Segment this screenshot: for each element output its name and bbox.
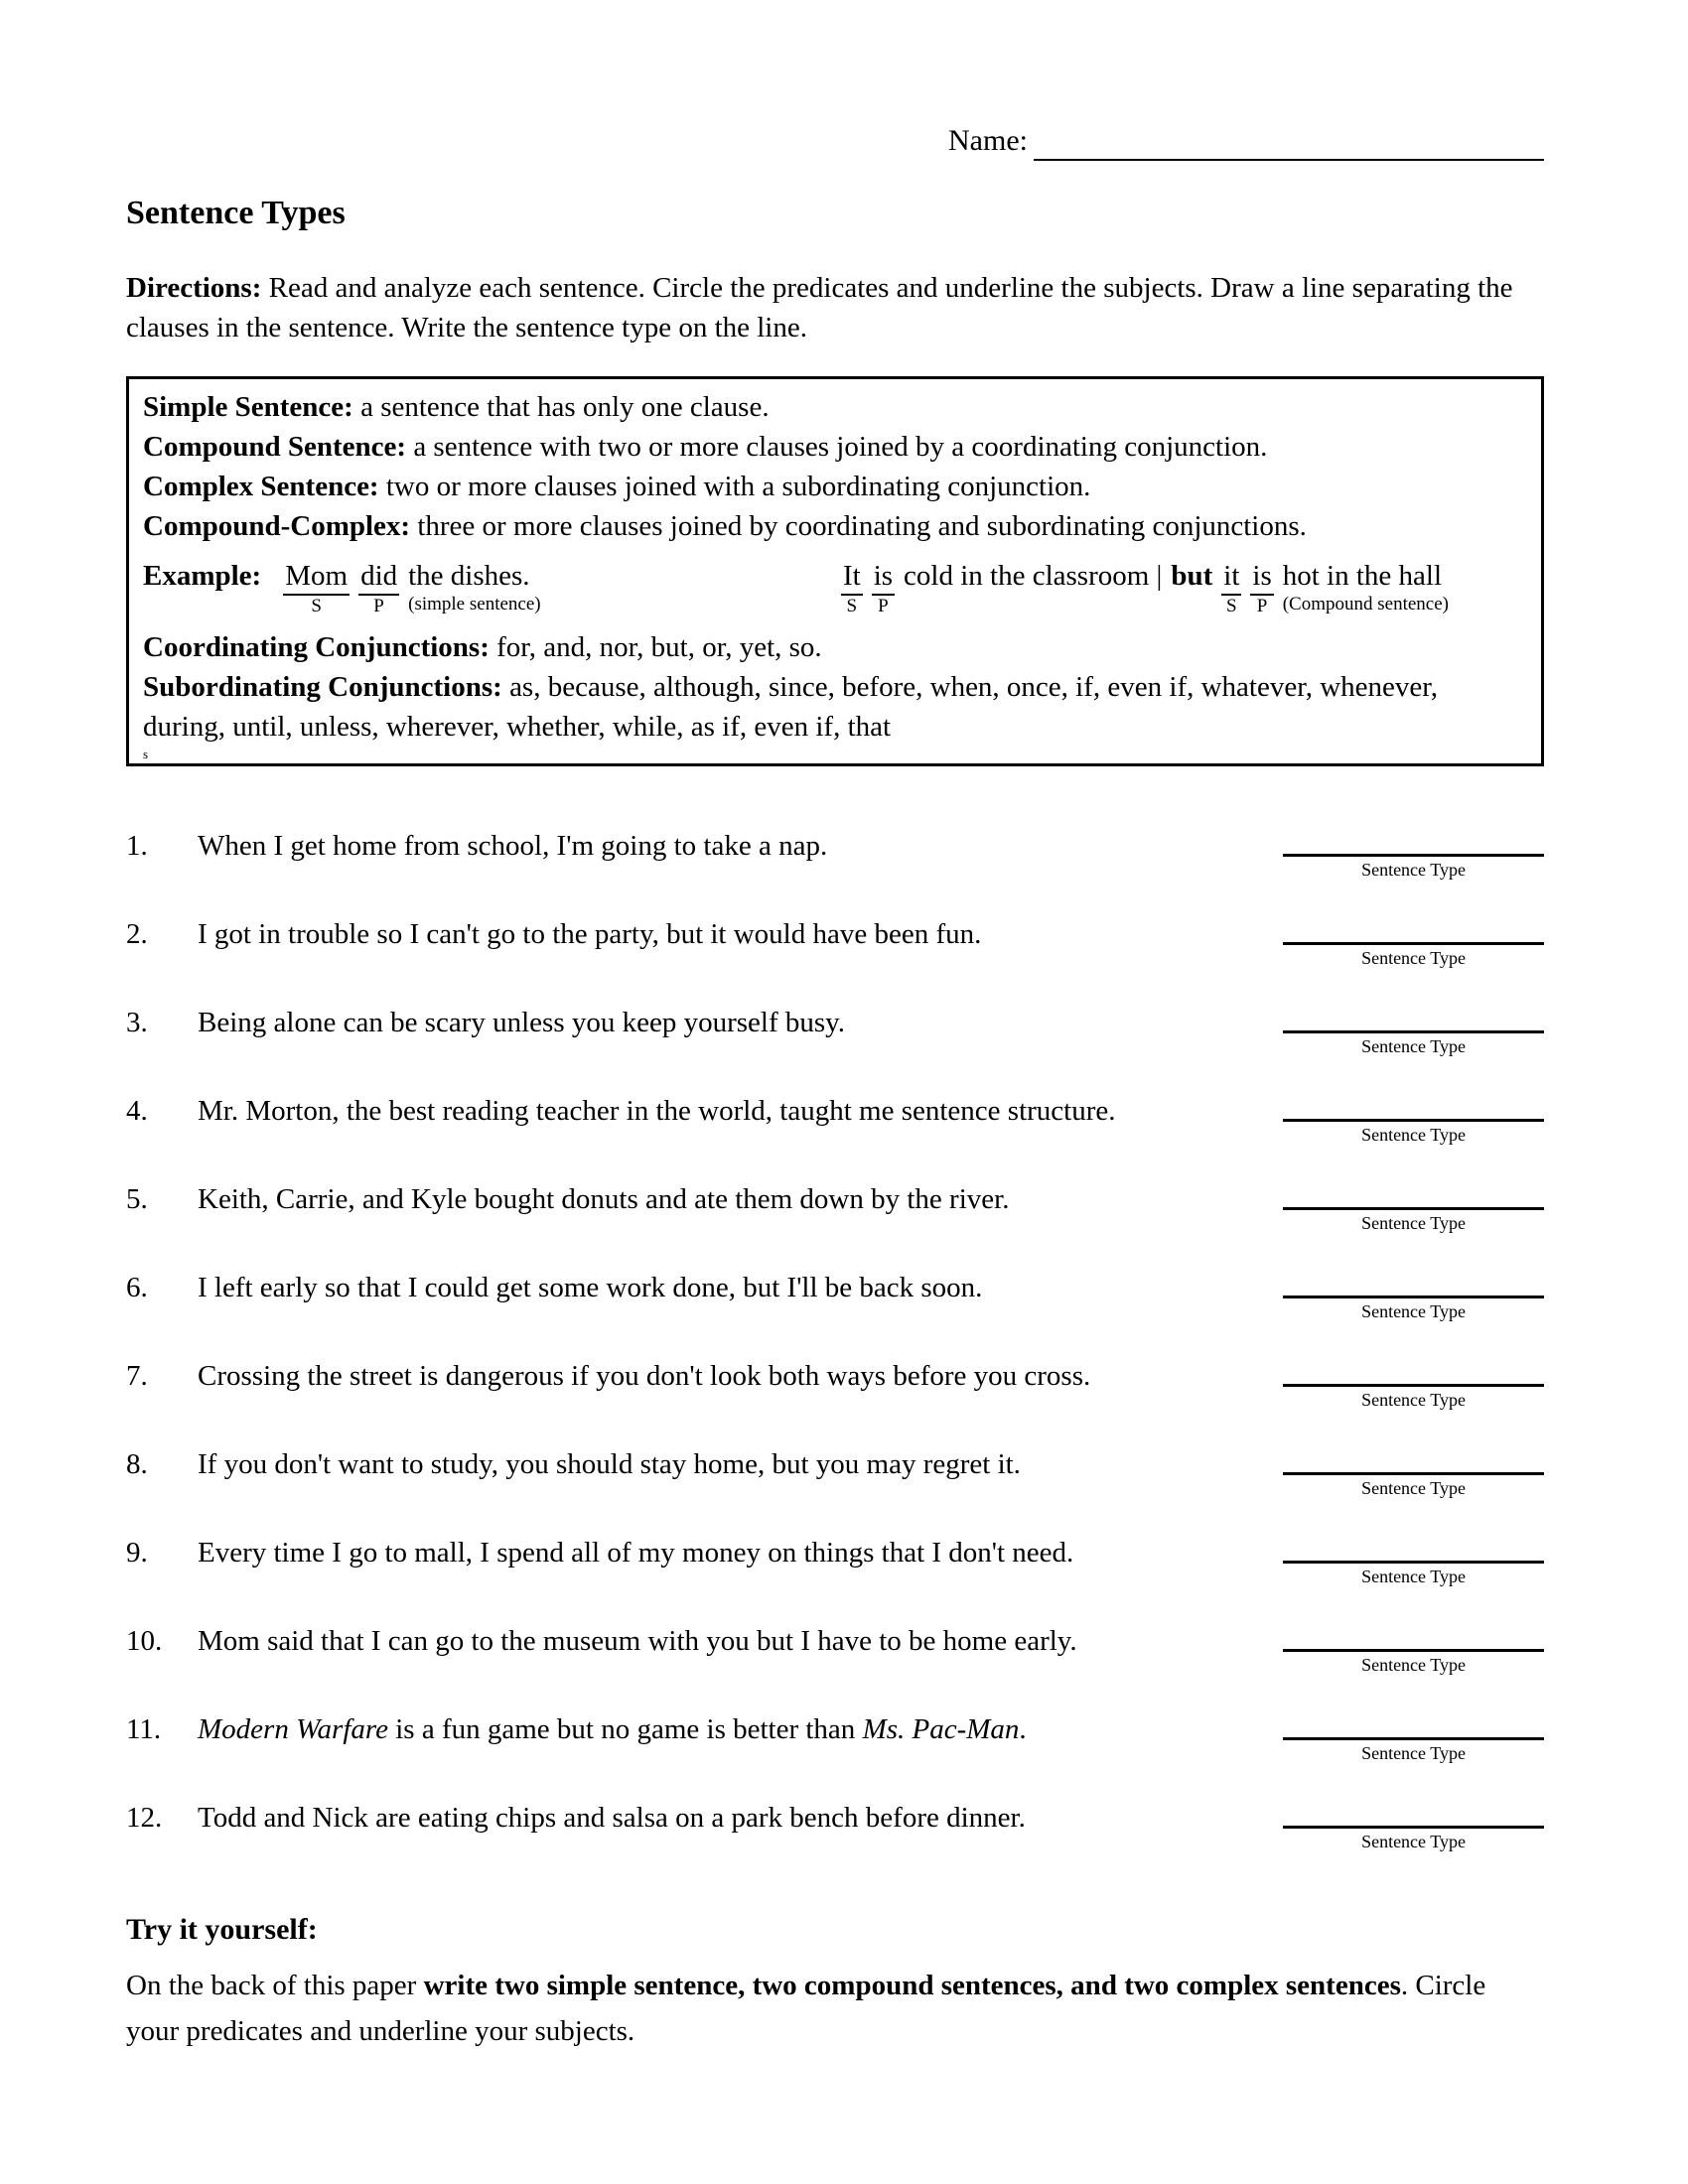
simple-sentence-note: (simple sentence) [408, 594, 541, 614]
sentence-text [198, 1091, 1271, 1131]
sentence-text [198, 1179, 1271, 1219]
answer-line [1283, 1003, 1544, 1033]
definition-row [143, 387, 1527, 427]
try-it-lead: On the back of this paper [126, 1970, 424, 2001]
compound-mid: cold in the classroom | [904, 560, 1163, 592]
example-word: It [841, 558, 863, 596]
sentence-text [198, 1356, 1271, 1396]
answer-blank [1283, 1091, 1544, 1145]
definition-text: three or more clauses joined by coordinating and subordinating conjunctions. [410, 510, 1307, 542]
answer-blank [1283, 1533, 1544, 1586]
answer-label: Sentence Type [1361, 1478, 1466, 1498]
answer-line [1283, 1533, 1544, 1564]
item-number: 10. [126, 1625, 163, 1657]
sentence-text [198, 1533, 1271, 1572]
answer-label: Sentence Type [1361, 1213, 1466, 1233]
sentence-item [126, 1356, 1544, 1418]
try-it-heading: Try it yourself: [126, 1913, 318, 1946]
example-compound [841, 558, 1458, 617]
answer-blank [1283, 1621, 1544, 1675]
answer-blank [1283, 914, 1544, 968]
answer-line [1283, 826, 1544, 857]
coordinating-label: Coordinating Conjunctions: [143, 631, 490, 663]
answer-label: Sentence Type [1361, 1832, 1466, 1851]
item-number: 8. [126, 1448, 148, 1480]
subject-predicate-mark: S [846, 596, 858, 616]
answer-label: Sentence Type [1361, 1743, 1466, 1763]
sentence-item [126, 1003, 1544, 1064]
compound-second-words [1221, 558, 1282, 617]
definition-term: Compound-Complex: [143, 510, 411, 542]
sentence-text [198, 1709, 1271, 1749]
example-word: it [1221, 558, 1241, 596]
item-number: 2. [126, 918, 148, 950]
answer-line [1283, 1621, 1544, 1652]
subject-predicate-mark: S [311, 596, 322, 616]
definition-list [143, 387, 1527, 546]
definition-row [143, 427, 1527, 467]
sentence-segment: I left early so that I could get some work done, but I'll be back soon. [198, 1272, 983, 1303]
example-word: did [358, 558, 399, 596]
answer-line [1283, 1268, 1544, 1298]
page-title: Sentence Types [126, 195, 346, 231]
answer-blank [1283, 1003, 1544, 1056]
sentence-segment: Crossing the street is dangerous if you don't look both ways before you cross. [198, 1360, 1091, 1392]
answer-line [1283, 1091, 1544, 1122]
sentence-item [126, 1621, 1544, 1683]
sentence-list [126, 826, 1544, 1859]
example-word: is [872, 558, 895, 596]
sentence-segment: Todd and Nick are eating chips and salsa on a park bench before dinner. [198, 1802, 1026, 1834]
sentence-text [198, 914, 1271, 954]
answer-label: Sentence Type [1361, 1125, 1466, 1145]
definition-row [143, 467, 1527, 506]
sentence-item [126, 1798, 1544, 1859]
try-it-tail: . Circle your predicates and underline your subjects. [126, 1970, 1486, 2047]
sentence-segment: When I get home from school, I'm going to take a nap. [198, 830, 828, 862]
item-number: 12. [126, 1802, 163, 1834]
answer-line [1283, 1179, 1544, 1210]
underlined-word [1221, 558, 1241, 617]
item-number: 6. [126, 1272, 148, 1303]
try-it-bold: write two simple sentence, two compound sentences, and two complex sentences [423, 1970, 1401, 2001]
subject-predicate-mark: S [1226, 596, 1237, 616]
answer-label: Sentence Type [1361, 1390, 1466, 1410]
sentence-text [198, 1798, 1271, 1838]
sentence-item [126, 914, 1544, 976]
sentence-item [126, 1709, 1544, 1771]
example-label: Example: [143, 560, 262, 592]
sentence-segment: Ms. Pac-Man [862, 1713, 1020, 1745]
item-number: 1. [126, 830, 148, 862]
subordinating-conjunctions [143, 667, 1527, 747]
sentence-segment: I got in trouble so I can't go to the party, but it would have been fun. [198, 918, 982, 950]
answer-blank [1283, 1268, 1544, 1321]
sentence-item [126, 1533, 1544, 1594]
item-number: 9. [126, 1537, 148, 1569]
answer-label: Sentence Type [1361, 1301, 1466, 1321]
compound-sentence-note: (Compound sentence) [1282, 594, 1449, 614]
subordinating-label: Subordinating Conjunctions: [143, 671, 502, 703]
example-simple [143, 558, 550, 617]
answer-blank [1283, 1709, 1544, 1763]
try-it-paragraph [126, 1963, 1544, 2054]
item-number: 4. [126, 1095, 148, 1127]
underlined-word [872, 558, 895, 617]
answer-line [1283, 1356, 1544, 1387]
directions [126, 268, 1544, 347]
name-row [948, 121, 1544, 161]
sentence-segment: Modern Warfare [198, 1713, 388, 1745]
definition-term: Simple Sentence: [143, 391, 353, 423]
answer-line [1283, 1444, 1544, 1475]
sentence-text [198, 826, 1271, 866]
definition-text: two or more clauses joined with a subordinating conjunction. [378, 471, 1091, 502]
answer-label: Sentence Type [1361, 1036, 1466, 1056]
definition-text: a sentence with two or more clauses joined by a coordinating conjunction. [406, 431, 1268, 463]
subject-predicate-mark: P [878, 596, 889, 616]
sentence-text [198, 1003, 1271, 1042]
item-number: 7. [126, 1360, 148, 1392]
box-footnote: s [143, 747, 149, 761]
example-row [143, 558, 1527, 617]
sentence-item [126, 1179, 1544, 1241]
example-word: Mom [283, 558, 350, 596]
example-word: is [1250, 558, 1273, 596]
sentence-item [126, 1091, 1544, 1153]
sentence-segment: . [1019, 1713, 1027, 1745]
sentence-text [198, 1621, 1271, 1661]
directions-label: Directions: [126, 272, 262, 304]
subject-predicate-mark: P [373, 596, 384, 616]
answer-label: Sentence Type [1361, 1567, 1466, 1586]
sentence-item [126, 826, 1544, 887]
simple-rest: the dishes. (simple sentence) [408, 560, 541, 614]
answer-line [1283, 1709, 1544, 1740]
definition-term: Compound Sentence: [143, 431, 407, 463]
answer-line [1283, 1798, 1544, 1829]
sentence-text [198, 1268, 1271, 1307]
coordinating-conjunctions [143, 627, 1527, 667]
item-number: 3. [126, 1007, 148, 1038]
item-number: 5. [126, 1183, 148, 1215]
sentence-item [126, 1268, 1544, 1329]
compound-conjunction: but [1171, 560, 1213, 592]
sentence-item [126, 1444, 1544, 1506]
answer-line [1283, 914, 1544, 945]
definition-row [143, 506, 1527, 546]
sentence-segment: is a fun game but no game is better than [387, 1713, 863, 1745]
answer-label: Sentence Type [1361, 948, 1466, 968]
subject-predicate-mark: P [1256, 596, 1268, 616]
sentence-text [198, 1444, 1271, 1484]
answer-blank [1283, 1444, 1544, 1498]
subordinating-text: as, because, although, since, before, when, once, if, even if, whatever, whenever, during, until, unless, wherever, whether, while, as if, even if, that [143, 671, 1439, 743]
answer-label: Sentence Type [1361, 1655, 1466, 1675]
sentence-segment: Being alone can be scary unless you keep yourself busy. [198, 1007, 846, 1038]
compound-tail: hot in the hall (Compound sentence) [1282, 560, 1449, 614]
directions-text: Read and analyze each sentence. Circle the predicates and underline the subjects. Draw a line separating the clauses in the sentence. Write the sentence type on the line. [126, 272, 1513, 343]
name-blank-line [1034, 121, 1544, 161]
answer-blank [1283, 1356, 1544, 1410]
answer-blank [1283, 1179, 1544, 1233]
definitions-box [126, 376, 1544, 766]
definition-term: Complex Sentence: [143, 471, 379, 502]
coordinating-text: for, and, nor, but, or, yet, so. [489, 631, 822, 663]
sentence-segment: Mom said that I can go to the museum with you but I have to be home early. [198, 1625, 1077, 1657]
sentence-segment: Keith, Carrie, and Kyle bought donuts and ate them down by the river. [198, 1183, 1010, 1215]
underlined-word [1250, 558, 1273, 617]
underlined-word [283, 558, 350, 617]
sentence-segment: Mr. Morton, the best reading teacher in the world, taught me sentence structure. [198, 1095, 1116, 1127]
answer-label: Sentence Type [1361, 860, 1466, 880]
answer-blank [1283, 1798, 1544, 1851]
sentence-segment: If you don't want to study, you should stay home, but you may regret it. [198, 1448, 1021, 1480]
definition-text: a sentence that has only one clause. [352, 391, 770, 423]
sentence-segment: Every time I go to mall, I spend all of my money on things that I don't need. [198, 1537, 1074, 1569]
name-label: Name: [948, 124, 1028, 157]
underlined-word [358, 558, 399, 617]
answer-blank [1283, 826, 1544, 880]
item-number: 11. [126, 1713, 162, 1745]
underlined-word [841, 558, 863, 617]
compound-lead-words [841, 558, 904, 617]
simple-subject-predicate-words [283, 558, 408, 617]
